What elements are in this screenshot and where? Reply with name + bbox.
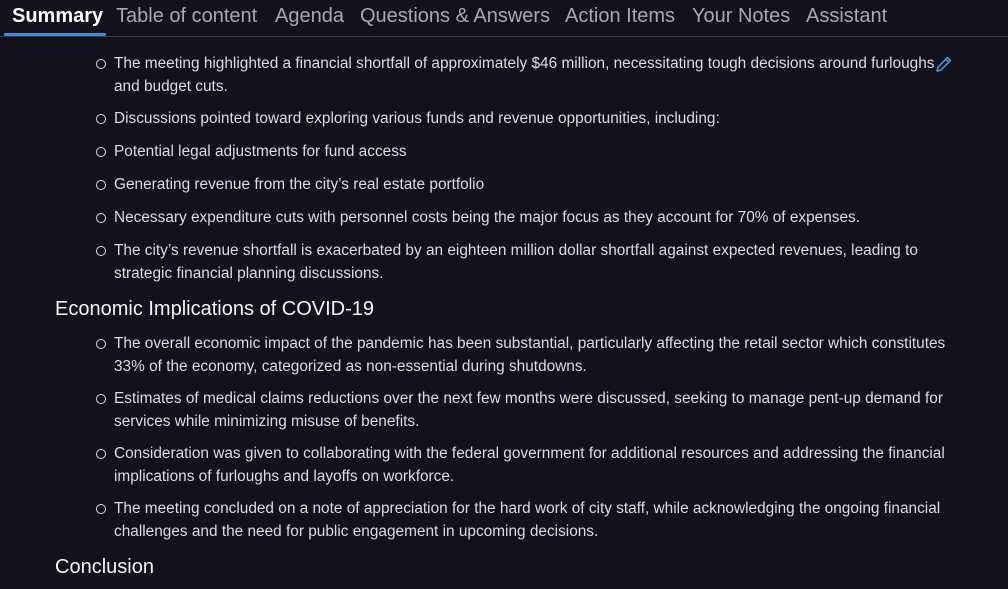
circle-bullet-icon <box>96 246 106 256</box>
list-item: Discussions pointed toward exploring various funds and revenue opportunities, including: <box>96 107 956 130</box>
circle-bullet-icon <box>96 59 106 69</box>
circle-bullet-icon <box>96 213 106 223</box>
list-item: Necessary expenditure cuts with personnel costs being the major focus as they account for 70% of expenses. <box>96 206 956 229</box>
summary-content <box>0 37 1008 589</box>
tab-table-of-content[interactable]: Table of content <box>116 5 258 27</box>
section-heading: Conclusion <box>55 556 154 578</box>
tab-your-notes[interactable]: Your Notes <box>692 5 791 27</box>
list-item: Consideration was given to collaborating with the federal government for additional resources and addressing the financial implications of furloughs and layoffs on workforce. <box>96 442 956 488</box>
circle-bullet-icon <box>96 147 106 157</box>
list-item: The city’s revenue shortfall is exacerbated by an eighteen million dollar shortfall against expected revenues, leading to strategic financial planning discussions. <box>96 239 956 285</box>
circle-bullet-icon <box>96 394 106 404</box>
circle-bullet-icon <box>96 180 106 190</box>
section-heading: Economic Implications of COVID-19 <box>55 298 375 320</box>
tab-questions-answers[interactable]: Questions & Answers <box>360 5 551 27</box>
list-item: Estimates of medical claims reductions over the next few months were discussed, seeking to manage pent-up demand for services while minimizing misuse of benefits. <box>96 387 956 433</box>
tab-agenda[interactable]: Agenda <box>275 5 344 27</box>
circle-bullet-icon <box>96 504 106 514</box>
list-item: The meeting concluded on a note of appreciation for the hard work of city staff, while acknowledging the ongoing financial challenges and the need for public engagement in upcoming decisions. <box>96 497 956 543</box>
list-item: The meeting highlighted a financial shortfall of approximately $46 million, necessitating tough decisions around furloughs and budget cuts. <box>96 52 956 98</box>
circle-bullet-icon <box>96 339 106 349</box>
list-item: Generating revenue from the city’s real estate portfolio <box>96 173 956 196</box>
list-item: The overall economic impact of the pandemic has been substantial, particularly affecting the retail sector which constitutes 33% of the economy, categorized as non-essential during shutdowns. <box>96 332 956 378</box>
active-tab-indicator <box>4 33 106 36</box>
tab-action-items[interactable]: Action Items <box>565 5 676 27</box>
circle-bullet-icon <box>96 114 106 124</box>
circle-bullet-icon <box>96 449 106 459</box>
list-item: Potential legal adjustments for fund access <box>96 140 956 163</box>
tab-bar <box>0 0 1008 37</box>
tab-summary[interactable]: Summary <box>12 5 104 27</box>
tab-assistant[interactable]: Assistant <box>806 5 888 27</box>
